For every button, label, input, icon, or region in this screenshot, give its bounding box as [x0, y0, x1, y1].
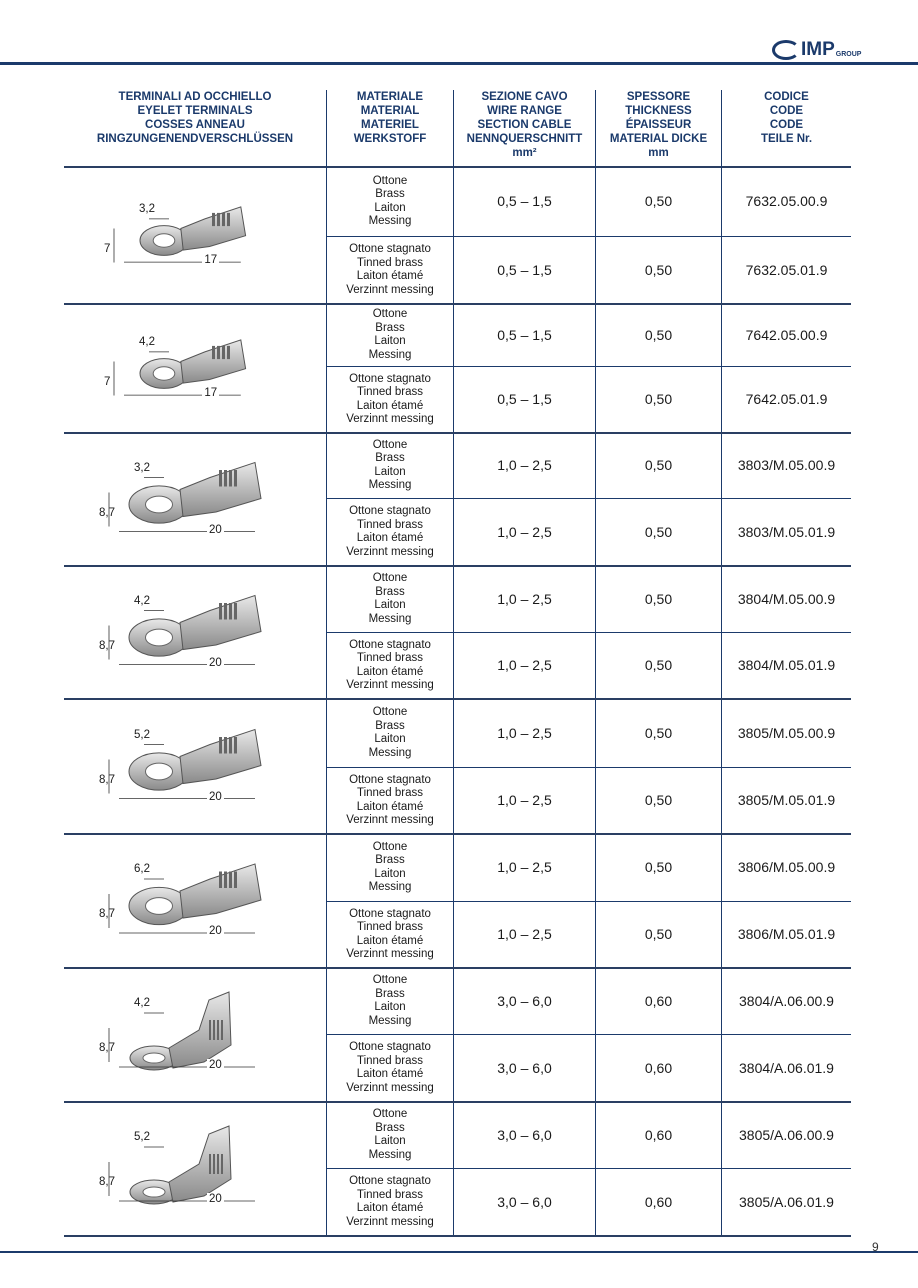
- imp-group-logo: [772, 40, 861, 60]
- material-line: Ottone stagnato: [349, 1175, 431, 1187]
- thickness-cell: 0,50: [644, 926, 673, 942]
- material-cell: [327, 500, 453, 564]
- header-thickness: [596, 90, 721, 167]
- material-line: Laiton: [374, 201, 406, 214]
- eyelet-terminal-drawing: [64, 567, 326, 696]
- hole-diameter-label: 4,2: [139, 335, 155, 348]
- thickness-cell: 0,50: [644, 457, 673, 473]
- material-line: Messing: [368, 612, 412, 625]
- thickness-cell: 0,50: [644, 590, 673, 607]
- thickness-cell: 0,50: [644, 859, 673, 875]
- material-line: Messing: [368, 479, 412, 491]
- thickness-cell: 0,50: [644, 792, 673, 808]
- material-line: Ottone stagnato: [349, 1041, 431, 1053]
- material-line: Laiton étamé: [356, 1068, 424, 1080]
- hole-diameter-label: 4,2: [134, 594, 150, 607]
- material-line: Verzinnt messing: [346, 1215, 434, 1228]
- material-line: Verzinnt messing: [346, 283, 434, 296]
- code-cell: 3803/M.05.00.9: [737, 457, 836, 473]
- length-label: 20: [209, 1059, 222, 1071]
- material-cell: [327, 1103, 453, 1167]
- header-line: EYELET TERMINALS: [137, 105, 253, 117]
- length-label: 17: [204, 254, 218, 267]
- header-line: WERKSTOFF: [353, 133, 427, 145]
- code-cell: 3803/M.05.01.9: [737, 523, 836, 540]
- section-cell: 0,5 – 1,5: [497, 391, 552, 407]
- material-line: Ottone: [372, 1108, 408, 1120]
- material-line: Ottone stagnato: [349, 638, 431, 651]
- thickness-cell: 0,50: [644, 193, 673, 209]
- length-label: 20: [209, 1193, 222, 1205]
- material-line: Messing: [368, 348, 412, 361]
- material-cell: [327, 305, 453, 365]
- header-line: MATERIAL DICKE: [609, 133, 708, 145]
- material-line: Laiton: [374, 1135, 406, 1147]
- material-cell: [327, 567, 453, 631]
- material-line: Laiton: [374, 733, 406, 745]
- header-line: MATERIEL: [361, 119, 419, 131]
- width-label: 8,7: [99, 639, 115, 652]
- header-material: [327, 90, 453, 167]
- hole-diameter-label: 5,2: [134, 728, 150, 741]
- material-line: Ottone stagnato: [349, 773, 431, 786]
- material-line: Laiton: [374, 599, 406, 611]
- thickness-cell: 0,60: [644, 1059, 673, 1076]
- code-cell: 3804/A.06.00.9: [739, 992, 834, 1009]
- thickness-cell: 0,50: [644, 326, 673, 343]
- material-line: Laiton étamé: [356, 934, 424, 947]
- material-line: Laiton étamé: [356, 665, 424, 678]
- header-line: mm²: [512, 147, 537, 159]
- material-line: Laiton étamé: [356, 270, 424, 282]
- header-terminal: [64, 90, 326, 167]
- material-cell: [327, 1170, 453, 1234]
- header-line: SEZIONE CAVO: [481, 91, 568, 103]
- material-line: Laiton: [374, 465, 406, 478]
- eyelet-terminal-drawing: [64, 168, 326, 301]
- thickness-cell: 0,50: [644, 724, 673, 741]
- width-label: 7: [104, 242, 111, 255]
- material-cell: [327, 368, 453, 431]
- hole-diameter-label: 4,2: [134, 997, 150, 1009]
- width-label: 8,7: [99, 1042, 115, 1054]
- material-line: Verzinnt messing: [346, 679, 434, 691]
- logo-text: IMP: [801, 39, 835, 60]
- material-line: Ottone: [372, 572, 408, 584]
- eyelet-terminal-drawing: [64, 835, 326, 965]
- eyelet-terminal-drawing: [64, 434, 326, 563]
- width-label: 7: [104, 375, 111, 388]
- material-line: Ottone: [372, 438, 408, 451]
- code-cell: 3805/A.06.00.9: [739, 1126, 834, 1143]
- section-cell: 1,0 – 2,5: [497, 792, 552, 808]
- section-cell: 0,5 – 1,5: [497, 193, 552, 209]
- material-line: Laiton: [374, 867, 406, 880]
- eyelet-terminal-drawing: [64, 969, 326, 1099]
- material-line: Laiton: [374, 1001, 406, 1013]
- material-line: Brass: [375, 854, 405, 866]
- code-cell: 3805/A.06.01.9: [739, 1193, 834, 1210]
- material-cell: [327, 434, 453, 497]
- material-cell: [327, 769, 453, 832]
- code-cell: 7642.05.01.9: [745, 391, 828, 407]
- width-label: 8,7: [99, 506, 115, 519]
- section-cell: 1,0 – 2,5: [497, 724, 552, 741]
- header-line: ÉPAISSEUR: [625, 119, 692, 131]
- material-line: Laiton étamé: [356, 532, 424, 544]
- hole-diameter-label: 6,2: [134, 863, 150, 875]
- material-cell: [327, 903, 453, 966]
- material-line: Verzinnt messing: [346, 1081, 434, 1094]
- header-line: MATERIALE: [356, 91, 424, 103]
- width-label: 8,7: [99, 1176, 115, 1188]
- material-line: Brass: [375, 585, 405, 598]
- thickness-cell: 0,60: [644, 1193, 673, 1210]
- footer-rule: [0, 1251, 918, 1253]
- header-line: CODE: [769, 105, 804, 117]
- material-line: Ottone: [372, 840, 408, 853]
- material-cell: [327, 700, 453, 766]
- code-cell: 3804/M.05.00.9: [737, 590, 836, 607]
- code-cell: 3806/M.05.01.9: [737, 926, 836, 942]
- code-cell: 7632.05.00.9: [745, 193, 828, 209]
- material-line: Tinned brass: [356, 652, 424, 664]
- header-line: MATERIAL: [360, 105, 420, 117]
- material-cell: [327, 969, 453, 1033]
- material-cell: [327, 1036, 453, 1100]
- thickness-cell: 0,50: [644, 261, 673, 278]
- material-cell: [327, 168, 453, 235]
- header-line: SECTION CABLE: [477, 119, 572, 131]
- material-line: Messing: [368, 1014, 412, 1027]
- page-number: 9: [872, 1240, 879, 1254]
- code-cell: 3805/M.05.01.9: [737, 792, 836, 808]
- length-label: 20: [209, 523, 222, 536]
- header-line: CODE: [769, 119, 804, 131]
- material-line: Tinned brass: [356, 1054, 424, 1067]
- header-line: THICKNESS: [625, 105, 692, 117]
- length-label: 20: [209, 790, 222, 803]
- code-cell: 3804/A.06.01.9: [739, 1059, 834, 1076]
- material-line: Brass: [375, 321, 405, 334]
- header-line: TEILE Nr.: [760, 133, 813, 145]
- width-label: 8,7: [99, 908, 115, 920]
- code-cell: 7632.05.01.9: [745, 261, 828, 278]
- material-cell: [327, 634, 453, 697]
- section-cell: 0,5 – 1,5: [497, 261, 552, 278]
- thickness-cell: 0,60: [644, 992, 673, 1009]
- thickness-cell: 0,50: [644, 391, 673, 407]
- material-line: Messing: [368, 215, 412, 227]
- hole-diameter-label: 5,2: [134, 1131, 150, 1143]
- code-cell: 3805/M.05.00.9: [737, 724, 836, 741]
- material-line: Brass: [375, 1121, 405, 1134]
- header-line: WIRE RANGE: [487, 105, 562, 117]
- header-code: [722, 90, 851, 167]
- length-label: 17: [204, 387, 218, 400]
- material-line: Tinned brass: [356, 1188, 424, 1201]
- section-cell: 1,0 – 2,5: [497, 926, 552, 942]
- section-cell: 1,0 – 2,5: [497, 590, 552, 607]
- material-line: Messing: [368, 881, 412, 893]
- material-line: Brass: [375, 987, 405, 1000]
- section-cell: 3,0 – 6,0: [497, 1193, 552, 1210]
- material-line: Ottone stagnato: [349, 505, 431, 517]
- material-line: Laiton étamé: [356, 1202, 424, 1214]
- section-cell: 3,0 – 6,0: [497, 1059, 552, 1076]
- code-cell: 7642.05.00.9: [745, 326, 828, 343]
- material-line: Messing: [368, 746, 412, 759]
- eyelet-terminal-drawing: [64, 305, 326, 430]
- material-line: Ottone: [372, 174, 408, 187]
- header-section: [454, 90, 595, 167]
- eyelet-terminal-drawing: [64, 700, 326, 831]
- material-line: Tinned brass: [356, 787, 424, 799]
- section-cell: 1,0 – 2,5: [497, 657, 552, 673]
- material-line: Brass: [375, 719, 405, 732]
- header-line: COSSES ANNEAU: [145, 119, 245, 131]
- material-line: Brass: [375, 452, 405, 464]
- material-line: Verzinnt messing: [346, 545, 434, 558]
- header-line: RINGZUNGENENDVERSCHLÜSSEN: [96, 133, 294, 145]
- header-line: mm: [648, 147, 669, 159]
- thickness-cell: 0,50: [644, 523, 673, 540]
- length-label: 20: [209, 925, 222, 937]
- material-line: Tinned brass: [356, 921, 424, 933]
- hole-diameter-label: 3,2: [134, 461, 150, 474]
- header-line: NENNQUERSCHNITT: [466, 133, 583, 145]
- hole-diameter-label: 3,2: [139, 202, 155, 215]
- material-line: Tinned brass: [356, 386, 424, 398]
- header-line: CODICE: [764, 91, 809, 103]
- material-line: Laiton étamé: [356, 399, 424, 412]
- material-cell: [327, 238, 453, 302]
- material-line: Ottone stagnato: [349, 372, 431, 385]
- logo-subtext: GROUP: [835, 50, 862, 58]
- material-line: Messing: [368, 1148, 412, 1161]
- section-cell: 1,0 – 2,5: [497, 457, 552, 473]
- thickness-cell: 0,50: [644, 657, 673, 673]
- code-cell: 3804/M.05.01.9: [737, 657, 836, 673]
- section-cell: 0,5 – 1,5: [497, 326, 552, 343]
- material-line: Ottone: [372, 706, 408, 718]
- group-bottom-rule: [64, 1235, 851, 1237]
- width-label: 8,7: [99, 773, 115, 786]
- material-line: Tinned brass: [356, 256, 424, 269]
- thickness-cell: 0,60: [644, 1126, 673, 1143]
- logo-swoosh-icon: [772, 40, 800, 60]
- header-rule: [0, 62, 918, 65]
- material-line: Ottone: [372, 974, 408, 986]
- material-line: Ottone: [372, 308, 408, 320]
- material-line: Ottone stagnato: [349, 243, 431, 255]
- length-label: 20: [209, 656, 222, 669]
- header-line: SPESSORE: [626, 91, 691, 103]
- section-cell: 3,0 – 6,0: [497, 992, 552, 1009]
- eyelet-terminal-drawing: [64, 1103, 326, 1233]
- section-cell: 1,0 – 2,5: [497, 859, 552, 875]
- material-line: Ottone stagnato: [349, 907, 431, 920]
- section-cell: 3,0 – 6,0: [497, 1126, 552, 1143]
- material-line: Laiton: [374, 335, 406, 347]
- header-line: TERMINALI AD OCCHIELLO: [118, 91, 272, 103]
- section-cell: 1,0 – 2,5: [497, 523, 552, 540]
- material-cell: [327, 835, 453, 900]
- material-line: Verzinnt messing: [346, 413, 434, 425]
- material-line: Verzinnt messing: [346, 948, 434, 960]
- material-line: Laiton étamé: [356, 800, 424, 813]
- material-line: Brass: [375, 188, 405, 200]
- material-line: Tinned brass: [356, 518, 424, 531]
- material-line: Verzinnt messing: [346, 814, 434, 826]
- code-cell: 3806/M.05.00.9: [737, 859, 836, 875]
